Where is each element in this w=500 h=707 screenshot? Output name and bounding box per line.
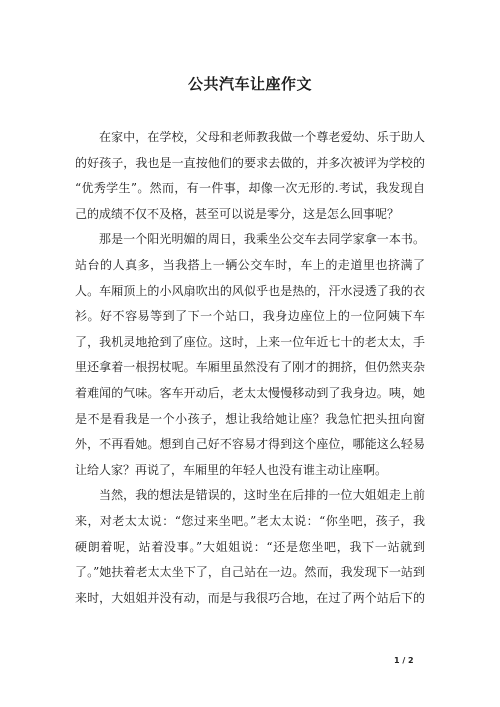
text-line: 来，对老太太说：“您过来坐吧。”老太太说：“你坐吧，孩子，我 [75,513,425,528]
text-line: 那是一个阳光明媚的周日，我乘坐公交车去同学家拿一本书。 [99,232,425,247]
text-line: 人。车厢顶上的小风扇吹出的风似乎也是热的，汗水浸透了我的衣 [75,283,425,298]
text-line: 了，我机灵地抢到了座位。这时，上来一位年近七十的老太太，手 [75,334,425,349]
text-line: 了。”她扶着老太太坐下了，自己站在一边。然而，我发现下一站到 [75,565,425,580]
text-line: 当然，我的想法是错误的，这时坐在后排的一位大姐姐走上前 [99,488,425,503]
text-line: 衫。好不容易等到了下一个站口，我身边座位上的一位阿姨下车 [75,309,425,324]
text-line: 里还拿着一根拐杖呢。车厢里虽然没有了刚才的拥挤，但仍然夹杂 [75,360,425,375]
text-line: 着难闻的气味。客车开动后，老太太慢慢移动到了我身边。咦，她 [75,385,425,400]
document-body [75,125,425,611]
paragraph-3 [75,483,425,611]
text-line: 在家中，在学校，父母和老师教我做一个尊老爱幼、乐于助人 [99,130,425,144]
text-line: 外，不再看她。想到自己好不容易才得到这个座位，哪能这么轻易 [75,437,425,452]
text-line: “优秀学生”。然而，有一件事，却像一次无形的.考试，我发现自 [75,181,425,196]
text-line: 让给人家？再说了，车厢里的年轻人也没有谁主动让座啊。 [75,462,388,477]
text-line: 硬朗着呢，站着没事。”大姐姐说：“还是您坐吧，我下一站就到 [75,539,425,554]
text-line: 己的成绩不仅不及格，甚至可以说是零分，这是怎么回事呢？ [75,206,400,221]
text-line: 的好孩子，我也是一直按他们的要求去做的，并多次被评为学校的 [75,155,425,170]
page-number: 1 / 2 [394,656,414,665]
text-line: 来时，大姐姐并没有动，而是与我很巧合地，在过了两个站后下的 [75,590,425,605]
paragraph-2 [75,227,425,483]
document-title: 公共汽车让座作文 [187,75,312,93]
text-line: 站台的人真多，当我搭上一辆公交车时，车上的走道里也挤满了 [75,257,425,272]
paragraph-1 [75,125,425,227]
text-line: 是不是看我是一个小孩子，想让我给她让座？我急忙把头扭向窗 [75,411,425,426]
